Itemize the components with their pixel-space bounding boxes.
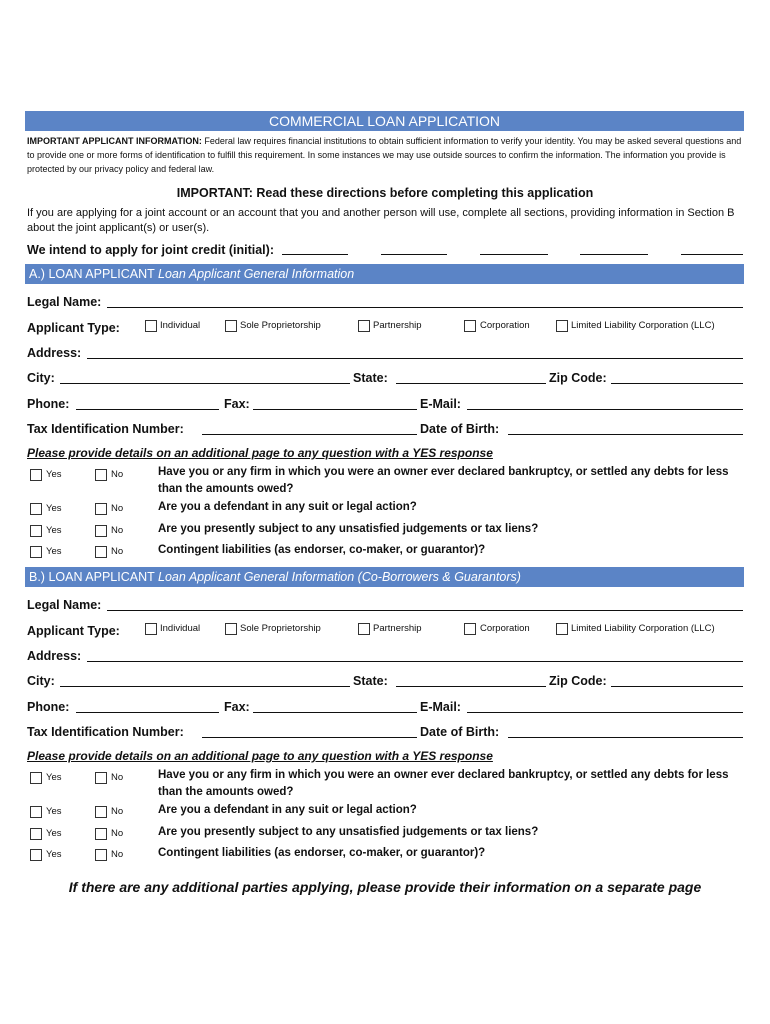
- q4-no-label: No: [111, 546, 124, 557]
- b-q4-no-checkbox[interactable]: [95, 849, 107, 861]
- important-info-label: IMPORTANT APPLICANT INFORMATION:: [27, 136, 202, 146]
- directions-heading: IMPORTANT: Read these directions before completing this application: [176, 186, 594, 200]
- address-row: [27, 346, 743, 362]
- type-sole-prop-checkbox[interactable]: [225, 320, 237, 332]
- b-type-corporation-label: Corporation: [480, 623, 530, 634]
- zip-field[interactable]: [611, 371, 743, 384]
- b-q2-yes-label: Yes: [46, 806, 62, 817]
- footer-note: If there are any additional parties applying, please provide their information on a separate page: [68, 879, 702, 895]
- zip-label: Zip Code:: [549, 371, 607, 385]
- type-corporation-checkbox[interactable]: [464, 320, 476, 332]
- q3-yes-checkbox[interactable]: [30, 525, 42, 537]
- b-applicant-type-row: [27, 623, 743, 639]
- q2-no-label: No: [111, 503, 124, 514]
- b-type-individual-checkbox[interactable]: [145, 623, 157, 635]
- b-email-label: E-Mail:: [420, 700, 461, 714]
- b-q2-yes-checkbox[interactable]: [30, 806, 42, 818]
- b-city-label: City:: [27, 674, 55, 688]
- state-field[interactable]: [396, 371, 546, 384]
- b-tax-id-field[interactable]: [202, 725, 417, 738]
- important-info-text: Federal law requires financial institutions to obtain sufficient information to verify your identity. You may be asked several questions and to provide one or more forms of identification to fulfill this requirement. In some instances we may use outside sources to confirm the information. The information you provide is protected by our privacy policy and federal law.: [27, 136, 742, 174]
- b-type-llc-label: Limited Liability Corporation (LLC): [571, 623, 715, 634]
- b-dob-field[interactable]: [508, 725, 743, 738]
- joint-initial-3[interactable]: [480, 243, 548, 255]
- b-phone-field[interactable]: [76, 700, 219, 713]
- section-b: [0, 567, 770, 867]
- joint-initial-5[interactable]: [681, 243, 743, 255]
- b-question-defendant: Are you a defendant in any suit or legal action?: [158, 804, 417, 816]
- q4-yes-checkbox[interactable]: [30, 546, 42, 558]
- dob-field[interactable]: [508, 422, 743, 435]
- b-question-contingent: Contingent liabilities (as endorser, co-maker, or guarantor)?: [158, 847, 486, 859]
- section-a: [0, 264, 770, 564]
- city-label: City:: [27, 371, 55, 385]
- b-email-field[interactable]: [467, 700, 743, 713]
- email-field[interactable]: [467, 397, 743, 410]
- question-judgements: Are you presently subject to any unsatisfied judgements or tax liens?: [158, 523, 539, 535]
- q3-no-checkbox[interactable]: [95, 525, 107, 537]
- q4-no-checkbox[interactable]: [95, 546, 107, 558]
- b-q2-no-checkbox[interactable]: [95, 806, 107, 818]
- b-q3-no-checkbox[interactable]: [95, 828, 107, 840]
- b-fax-label: Fax:: [224, 700, 250, 714]
- b-q2-no-label: No: [111, 806, 124, 817]
- section-a-header: [25, 264, 744, 284]
- q2-no-checkbox[interactable]: [95, 503, 107, 515]
- type-individual-label: Individual: [160, 320, 201, 331]
- b-q1-yes-label: Yes: [46, 772, 62, 783]
- form-title: COMMERCIAL LOAN APPLICATION: [25, 111, 744, 131]
- q1-no-checkbox[interactable]: [95, 469, 107, 481]
- b-q4-yes-label: Yes: [46, 849, 62, 860]
- b-type-sole-prop-checkbox[interactable]: [225, 623, 237, 635]
- q2-yes-label: Yes: [46, 503, 62, 514]
- b-city-state-zip-row: [27, 674, 743, 690]
- fax-field[interactable]: [253, 397, 417, 410]
- joint-initial-1[interactable]: [282, 243, 348, 255]
- b-q1-no-checkbox[interactable]: [95, 772, 107, 784]
- b-legal-name-row: [27, 598, 743, 614]
- state-label: State:: [353, 371, 388, 385]
- important-info: [27, 134, 743, 176]
- details-note: Please provide details on an additional page to any question with a YES response: [27, 446, 493, 460]
- b-address-label: Address:: [27, 649, 82, 663]
- legal-name-label: Legal Name:: [27, 295, 102, 309]
- type-sole-prop-label: Sole Proprietorship: [240, 320, 321, 331]
- b-phone-label: Phone:: [27, 700, 70, 714]
- q1-no-label: No: [111, 469, 124, 480]
- b-type-sole-prop-label: Sole Proprietorship: [240, 623, 321, 634]
- question-defendant: Are you a defendant in any suit or legal action?: [158, 501, 417, 513]
- b-city-field[interactable]: [60, 674, 350, 687]
- b-q3-no-label: No: [111, 828, 124, 839]
- b-question-judgements: Are you presently subject to any unsatisfied judgements or tax liens?: [158, 826, 539, 838]
- question-bankruptcy: Have you or any firm in which you were an owner ever declared bankruptcy, or settled any debts for less than the amounts owed?: [158, 466, 729, 495]
- joint-initial-4[interactable]: [580, 243, 648, 255]
- b-q3-yes-label: Yes: [46, 828, 62, 839]
- b-applicant-type-label: Applicant Type:: [27, 624, 120, 638]
- type-llc-checkbox[interactable]: [556, 320, 568, 332]
- b-type-llc-checkbox[interactable]: [556, 623, 568, 635]
- section-b-prefix: B.) LOAN APPLICANT: [29, 570, 155, 584]
- b-details-note: Please provide details on an additional page to any question with a YES response: [27, 749, 493, 763]
- joint-credit-row: [27, 243, 743, 259]
- b-fax-field[interactable]: [253, 700, 417, 713]
- q1-yes-checkbox[interactable]: [30, 469, 42, 481]
- type-partnership-checkbox[interactable]: [358, 320, 370, 332]
- b-q4-no-label: No: [111, 849, 124, 860]
- type-corporation-label: Corporation: [480, 320, 530, 331]
- b-address-field[interactable]: [87, 649, 743, 662]
- b-zip-field[interactable]: [611, 674, 743, 687]
- section-a-prefix: A.) LOAN APPLICANT: [29, 267, 155, 281]
- b-type-partnership-label: Partnership: [373, 623, 422, 634]
- b-type-corporation-checkbox[interactable]: [464, 623, 476, 635]
- b-type-individual-label: Individual: [160, 623, 201, 634]
- b-legal-name-label: Legal Name:: [27, 598, 102, 612]
- phone-fax-email-row: [27, 397, 743, 413]
- section-b-header: [25, 567, 744, 587]
- q4-yes-label: Yes: [46, 546, 62, 557]
- b-tax-id-label: Tax Identification Number:: [27, 725, 184, 739]
- b-legal-name-field[interactable]: [107, 598, 743, 611]
- tax-dob-row: [27, 422, 743, 438]
- q1-yes-label: Yes: [46, 469, 62, 480]
- address-label: Address:: [27, 346, 82, 360]
- address-field[interactable]: [87, 346, 743, 359]
- type-llc-label: Limited Liability Corporation (LLC): [571, 320, 715, 331]
- b-dob-label: Date of Birth:: [420, 725, 500, 739]
- section-b-subtitle: Loan Applicant General Information (Co-Borrowers & Guarantors): [158, 570, 521, 584]
- b-q4-yes-checkbox[interactable]: [30, 849, 42, 861]
- b-phone-fax-email-row: [27, 700, 743, 716]
- b-q1-yes-checkbox[interactable]: [30, 772, 42, 784]
- phone-label: Phone:: [27, 397, 70, 411]
- legal-name-field[interactable]: [107, 295, 743, 308]
- dob-label: Date of Birth:: [420, 422, 500, 436]
- b-q1-no-label: No: [111, 772, 124, 783]
- b-question-bankruptcy: Have you or any firm in which you were an owner ever declared bankruptcy, or settled any debts for less than the amounts owed?: [158, 769, 729, 798]
- b-q3-yes-checkbox[interactable]: [30, 828, 42, 840]
- question-contingent: Contingent liabilities (as endorser, co-maker, or guarantor)?: [158, 544, 486, 556]
- type-individual-checkbox[interactable]: [145, 320, 157, 332]
- applicant-type-label: Applicant Type:: [27, 321, 120, 335]
- b-state-field[interactable]: [396, 674, 546, 687]
- q2-yes-checkbox[interactable]: [30, 503, 42, 515]
- tax-id-label: Tax Identification Number:: [27, 422, 184, 436]
- applicant-type-row: [27, 320, 743, 336]
- phone-field[interactable]: [76, 397, 219, 410]
- b-type-partnership-checkbox[interactable]: [358, 623, 370, 635]
- b-zip-label: Zip Code:: [549, 674, 607, 688]
- email-label: E-Mail:: [420, 397, 461, 411]
- joint-initial-2[interactable]: [381, 243, 447, 255]
- b-tax-dob-row: [27, 725, 743, 741]
- tax-id-field[interactable]: [202, 422, 417, 435]
- section-a-subtitle: Loan Applicant General Information: [158, 267, 355, 281]
- q3-no-label: No: [111, 525, 124, 536]
- type-partnership-label: Partnership: [373, 320, 422, 331]
- legal-name-row: [27, 295, 743, 311]
- fax-label: Fax:: [224, 397, 250, 411]
- city-field[interactable]: [60, 371, 350, 384]
- b-address-row: [27, 649, 743, 665]
- q3-yes-label: Yes: [46, 525, 62, 536]
- city-state-zip-row: [27, 371, 743, 387]
- joint-credit-label: We intend to apply for joint credit (initial):: [27, 243, 274, 257]
- b-state-label: State:: [353, 674, 388, 688]
- directions-body: If you are applying for a joint account or an account that you and another person will use, complete all sections, providing information in Section B about the joint applicant(s) or user(s).: [27, 207, 735, 234]
